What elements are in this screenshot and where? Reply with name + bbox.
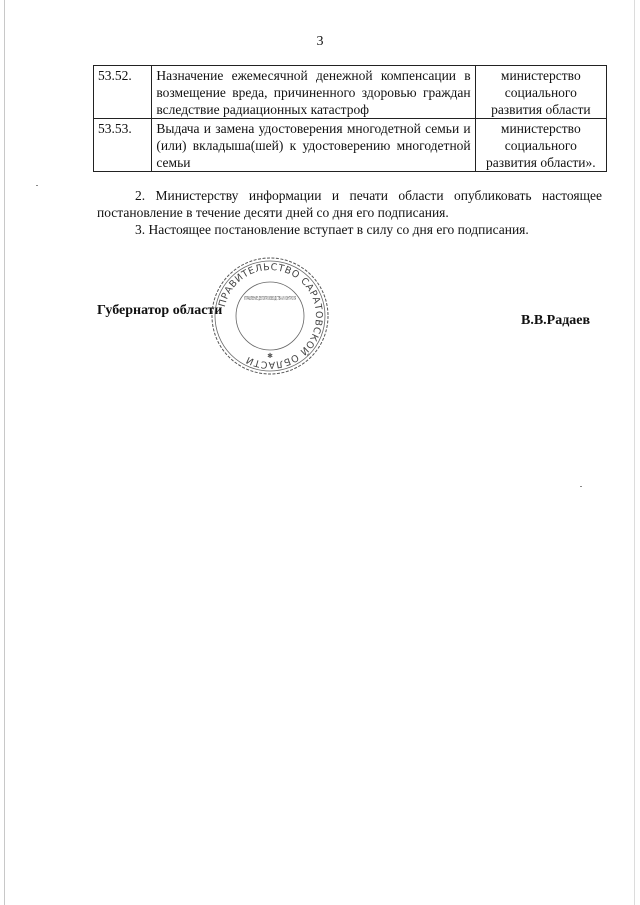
scan-margin-line-left <box>4 0 5 905</box>
signatory-title: Губернатор области <box>97 303 223 318</box>
official-stamp <box>205 254 335 379</box>
paragraph-effective-date: 3. Настоящее постановление вступает в силу со дня его подписания. <box>135 222 529 237</box>
stamp-inner-text: УПРАВЛЕНИЕ ДЕЛОПРОИЗВОДСТВА И КОНТРОЛЯ <box>244 296 296 302</box>
stamp-star-icon: ✱ <box>267 352 273 360</box>
table-row <box>94 119 607 172</box>
table-row <box>94 66 607 119</box>
paragraph-publication: 2. Министерству информации и печати области опубликовать настоящее постановление в течение десяти дней со дня его подписания. <box>97 188 602 220</box>
services-table <box>93 65 607 172</box>
row-number: 53.52. <box>94 66 152 119</box>
stamp-ring-text: ПРАВИТЕЛЬСТВО САРАТОВСКОЙ ОБЛАСТИ <box>216 261 325 371</box>
row-description: Выдача и замена удостоверения многодетной семьи и (или) вкладыша(шей) к удостоверению многодетной семьи <box>152 119 475 172</box>
scan-speck <box>580 486 582 487</box>
row-number: 53.53. <box>94 119 152 172</box>
row-organization: министерство социального развития области <box>475 66 606 119</box>
scan-speck <box>36 185 38 186</box>
page-number: 3 <box>316 34 324 49</box>
stamp-inner-ring <box>236 282 304 350</box>
row-description: Назначение ежемесячной денежной компенсации в возмещение вреда, причиненного здоровью граждан вследствие радиационных катастроф <box>152 66 475 119</box>
signatory-name: В.В.Радаев <box>521 313 591 328</box>
row-organization: министерство социального развития области». <box>475 119 606 172</box>
scan-margin-line-right <box>634 0 635 905</box>
